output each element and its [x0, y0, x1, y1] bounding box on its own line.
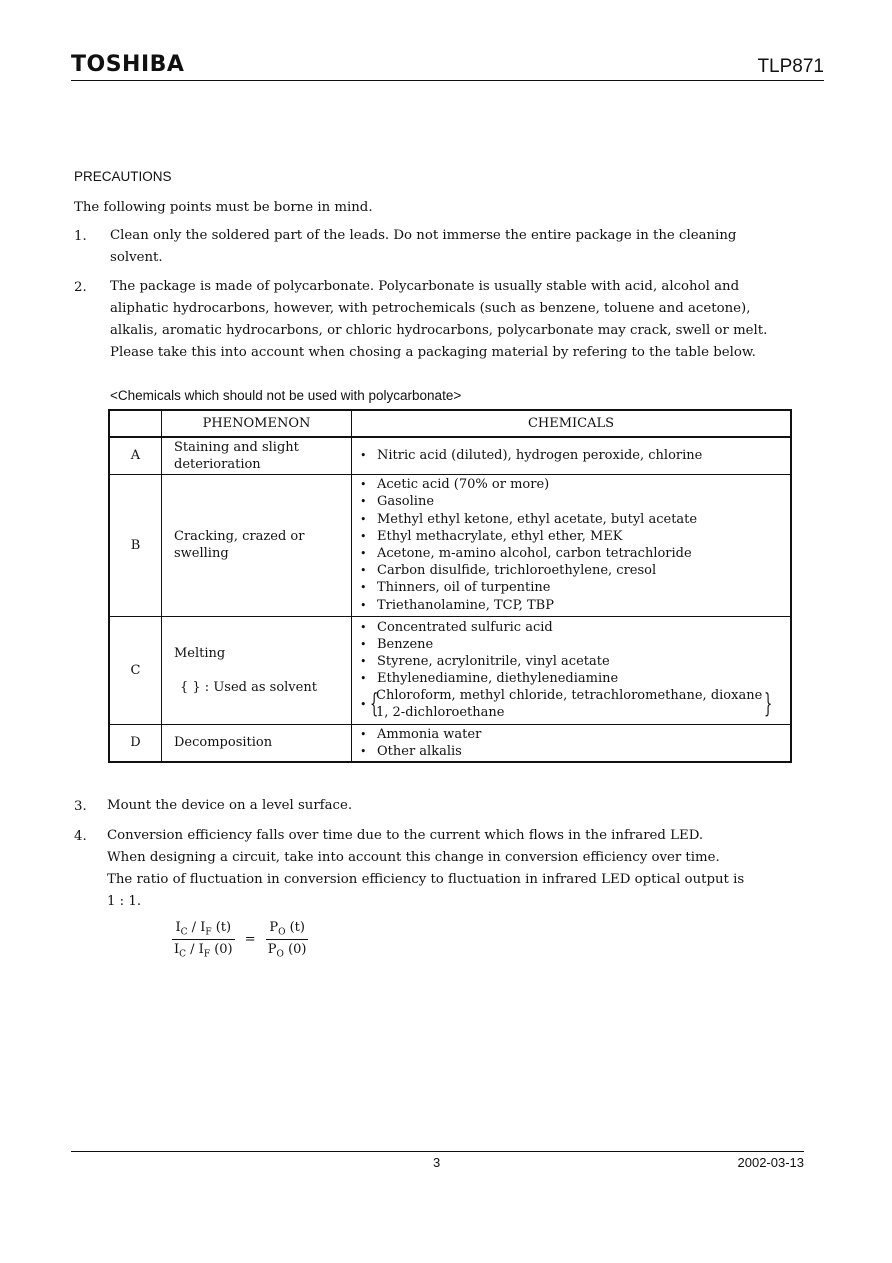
- text-line: The ratio of fluctuation in conversion efficiency to fluctuation in infrared LED optical output is: [107, 872, 745, 887]
- solvent-note: { } : Used as solvent: [180, 679, 317, 695]
- formula-right-fraction: $\frac{P_O (t)}{P_O (0)}$: [267, 920, 307, 960]
- list-item: • Acetic acid (70% or more): [360, 477, 550, 493]
- table-row: [109, 616, 791, 724]
- row-phenomenon: Cracking, crazed or swelling: [162, 474, 352, 616]
- list-item: • Other alkalis: [360, 743, 462, 759]
- text-line: solvent.: [110, 250, 163, 265]
- list-item-solvent: • { Chloroform, methyl chloride, tetrachloromethane, dioxane 1, 2-dichloroethane }: [360, 688, 773, 721]
- point-4-text: [107, 825, 744, 913]
- formula-left-fraction: $\frac{I_C / I_F (t)}{I_C / I_F (0)}$: [174, 920, 233, 960]
- solvent-line: 1, 2-dichloroethane: [376, 705, 505, 721]
- list-item: • Ethylenediamine, diethylenediamine: [360, 671, 619, 687]
- point-1-text: [110, 225, 736, 269]
- list-item: • Benzene: [360, 636, 434, 652]
- text-line: When designing a circuit, take into account this change in conversion efficiency over time.: [107, 850, 720, 865]
- conversion-formula: [172, 920, 308, 959]
- point-number: 3.: [74, 799, 87, 814]
- formula-equals: =: [244, 932, 256, 948]
- list-item: • Gasoline: [360, 494, 435, 510]
- text-line: Please take this into account when chosing a packaging material by refering to the table below.: [110, 345, 756, 360]
- list-item: • Ammonia water: [360, 726, 482, 742]
- point-2-text: [110, 276, 767, 364]
- text-line: Conversion efficiency falls over time due to the current which flows in the infrared LED.: [107, 828, 704, 843]
- text-line: Clean only the soldered part of the leads. Do not immerse the entire package in the cleaning: [110, 228, 737, 243]
- list-item: • Triethanolamine, TCP, TBP: [360, 597, 554, 613]
- row-class: D: [109, 724, 162, 762]
- row-phenomenon: [162, 616, 352, 724]
- table-row: [109, 437, 791, 474]
- row-chemicals: [352, 437, 792, 474]
- row-chemicals: [352, 616, 792, 724]
- list-item: • Acetone, m-amino alcohol, carbon tetrachloride: [360, 546, 692, 561]
- point-number: 4.: [74, 829, 87, 844]
- left-brace-icon: {: [370, 689, 379, 720]
- list-item: • Styrene, acrylonitrile, vinyl acetate: [360, 654, 610, 669]
- row-phenomenon: Decomposition: [162, 724, 352, 762]
- row-class: C: [109, 616, 162, 724]
- solvent-line: Chloroform, methyl chloride, tetrachloromethane, dioxane: [376, 688, 763, 704]
- document-date: 2002-03-13: [737, 1155, 804, 1170]
- point-number: 2.: [74, 280, 87, 295]
- page-number: 3: [433, 1155, 441, 1170]
- list-item: • Concentrated sulfuric acid: [360, 619, 553, 635]
- row-class: A: [109, 437, 162, 474]
- header-phenomenon: PHENOMENON: [162, 410, 352, 437]
- text-line: aliphatic hydrocarbons, however, with petrochemicals (such as benzene, toluene and acetone),: [110, 301, 751, 316]
- text-line: Mount the device on a level surface.: [107, 798, 353, 813]
- list-item: • Nitric acid (diluted), hydrogen peroxide, chlorine: [360, 448, 703, 464]
- row-phenomenon: Staining and slight deterioration: [162, 437, 352, 474]
- text-line: 1 : 1.: [107, 894, 142, 909]
- brand-logo: TOSHIBA: [71, 52, 185, 77]
- table-row: [109, 724, 791, 762]
- table-caption: <Chemicals which should not be used with polycarbonate>: [110, 388, 462, 403]
- footer-divider: [71, 1151, 804, 1152]
- text-line: The package is made of polycarbonate. Polycarbonate is usually stable with acid, alcohol and: [110, 279, 740, 294]
- header-divider: [71, 80, 824, 81]
- row-chemicals: [352, 474, 792, 616]
- intro-text: The following points must be borne in mind.: [74, 200, 373, 215]
- row-class: B: [109, 474, 162, 616]
- chemicals-table: [108, 409, 792, 763]
- header-class: [109, 410, 162, 437]
- list-item: • Carbon disulfide, trichloroethylene, cresol: [360, 563, 657, 579]
- right-brace-icon: }: [764, 689, 773, 720]
- list-item: • Methyl ethyl ketone, ethyl acetate, butyl acetate: [360, 511, 698, 527]
- row-chemicals: [352, 724, 792, 762]
- section-title: PRECAUTIONS: [74, 169, 172, 184]
- point-number: 1.: [74, 229, 87, 244]
- table-row: [109, 474, 791, 616]
- list-item: • Ethyl methacrylate, ethyl ether, MEK: [360, 528, 623, 544]
- table-header-row: [109, 410, 791, 437]
- header-chemicals: CHEMICALS: [352, 410, 792, 437]
- phenomenon-label: Melting: [174, 645, 226, 661]
- text-line: alkalis, aromatic hydrocarbons, or chloric hydrocarbons, polycarbonate may crack, swell or melt.: [110, 323, 768, 338]
- list-item: • Thinners, oil of turpentine: [360, 580, 551, 596]
- point-3-text: [107, 795, 352, 817]
- part-number: TLP871: [757, 56, 824, 77]
